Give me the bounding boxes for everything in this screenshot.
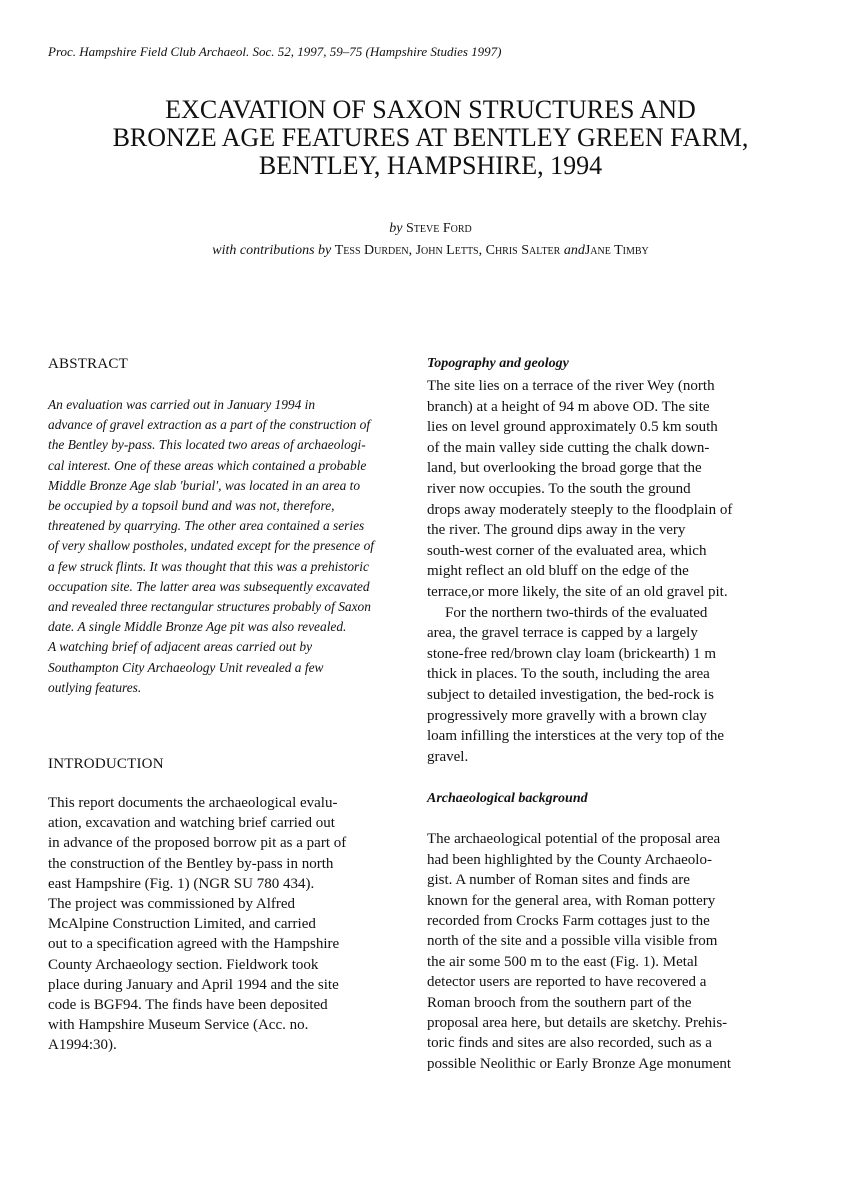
intro-line: place during January and April 1994 and the site (48, 976, 339, 993)
abstract-line: outlying features. (48, 679, 142, 695)
title-line: EXCAVATION OF SAXON STRUCTURES AND (165, 95, 696, 124)
topo-line: stone-free red/brown clay loam (brickearth) 1 m (427, 645, 717, 662)
author-name: Steve Ford (405, 221, 472, 236)
abstract-line: and revealed three rectangular structures probably of Saxon (48, 599, 371, 615)
abstract-line: the Bentley by-pass. This located two areas of archaeologi- (48, 437, 366, 453)
intro-line: The project was commissioned by Alfred (48, 896, 296, 913)
topo-line: area, the gravel terrace is capped by a largely (427, 625, 698, 642)
intro-line: the construction of the Bentley by-pass in north (48, 855, 334, 872)
topo-line: might reflect an old bluff on the edge of the (427, 563, 689, 580)
intro-line: McAlpine Construction Limited, and carried (48, 916, 316, 933)
abstract-line: An evaluation was carried out in January 1994 in (48, 397, 316, 412)
intro-line: County Archaeology section. Fieldwork took (48, 956, 319, 973)
topo-line: subject to detailed investigation, the bed-rock is (427, 686, 715, 703)
arch-line: Roman brooch from the southern part of the (427, 994, 692, 1011)
abstract-line: advance of gravel extraction as a part of the construction of (48, 417, 371, 433)
topo-line: thick in places. To the south, including the area (427, 666, 710, 683)
topo-line: For the northern two-thirds of the evaluated (445, 604, 708, 621)
topo-line: the river. The ground dips away in the very (427, 522, 686, 539)
intro-line: east Hampshire (Fig. 1) (NGR SU 780 434). (48, 875, 315, 892)
arch-line: had been highlighted by the County Archaeolo- (427, 851, 712, 868)
arch-line: gist. A number of Roman sites and finds are (427, 872, 690, 889)
byline (60, 218, 801, 262)
abstract-line: Middle Bronze Age slab 'burial', was located in an area to (48, 477, 361, 493)
intro-line: with Hampshire Museum Service (Acc. no. (48, 1017, 309, 1034)
arch-line: the air some 500 m to the east (Fig. 1). Metal (427, 953, 698, 970)
topography-text (427, 376, 794, 767)
abstract-line: cal interest. One of these areas which contained a probable (48, 457, 367, 473)
contributors-line (60, 240, 801, 262)
topo-line: of the main valley side cutting the chalk down- (427, 439, 710, 456)
article-title (60, 96, 801, 180)
arch-line: The archaeological potential of the proposal area (427, 831, 721, 848)
topo-line: terrace,or more likely, the site of an old gravel pit. (427, 583, 728, 600)
introduction-text (48, 793, 410, 1056)
last-contributor: Jane Timby (584, 243, 649, 258)
journal-citation: Proc. Hampshire Field Club Archaeol. Soc. 52, 1997, 59–75 (Hampshire Studies 1997) (48, 44, 502, 59)
arch-line: toric finds and sites are also recorded, such as a (427, 1035, 712, 1052)
intro-line: code is BGF94. The finds have been deposited (48, 997, 328, 1014)
topo-line: lies on level ground approximately 0.5 km south (427, 419, 718, 436)
abstract-line: date. A single Middle Bronze Age pit was also revealed. (48, 619, 347, 635)
arch-line: possible Neolithic or Early Bronze Age monument (427, 1055, 732, 1072)
arch-line: proposal area here, but details are sketchy. Prehis- (427, 1014, 728, 1031)
abstract-line: Southampton City Archaeology Unit revealed a few (48, 659, 324, 675)
topography-heading: Topography and geology (427, 356, 569, 371)
topo-line: gravel. (427, 748, 469, 765)
author-line (60, 218, 801, 240)
abstract-line: of very shallow postholes, undated except for the presence of (48, 538, 375, 554)
title-line: BENTLEY, HAMPSHIRE, 1994 (258, 151, 603, 180)
and-word: and (563, 243, 585, 258)
arch-line: recorded from Crocks Farm cottages just to the (427, 912, 710, 929)
topo-line: The site lies on a terrace of the river Wey (north (427, 378, 715, 394)
topo-line: river now occupies. To the south the ground (427, 480, 691, 497)
abstract-line: a few struck flints. It was thought that this was a prehistoric (48, 558, 369, 574)
topo-line: south-west corner of the evaluated area, which (427, 542, 707, 559)
abstract-heading: ABSTRACT (48, 356, 128, 372)
intro-line: This report documents the archaeological evalu- (48, 795, 338, 812)
abstract-line: be occupied by a topsoil bund and was not, therefore, (48, 498, 335, 514)
left-column (48, 356, 410, 1056)
abstract-line: A watching brief of adjacent areas carried out by (48, 639, 313, 655)
by-word: by (389, 221, 403, 236)
topo-line: progressively more gravelly with a brown clay (427, 707, 707, 724)
right-column (427, 356, 794, 1074)
abstract-text (48, 395, 410, 698)
arch-line: detector users are reported to have recovered a (427, 974, 707, 991)
intro-line: ation, excavation and watching brief carried out (48, 815, 335, 832)
topo-line: land, but overlooking the broad gorge that the (427, 460, 702, 477)
intro-line: out to a specification agreed with the Hampshire (48, 936, 340, 953)
intro-line: A1994:30). (48, 1037, 117, 1054)
contrib-prefix: with contributions by (212, 243, 332, 258)
contributor-names: Tess Durden, John Letts, Chris Salter (334, 243, 561, 258)
archaeological-background-heading: Archaeological background (427, 791, 588, 807)
archaeological-background-text (427, 829, 794, 1074)
topo-line: drops away moderately steeply to the floodplain of (427, 501, 733, 518)
introduction-heading: INTRODUCTION (48, 756, 164, 773)
intro-line: in advance of the proposed borrow pit as a part of (48, 835, 347, 852)
abstract-line: threatened by quarrying. The other area contained a series (48, 518, 365, 534)
arch-line: north of the site and a possible villa visible from (427, 933, 718, 950)
topo-line: loam infilling the interstices at the very top of the (427, 728, 725, 745)
arch-line: known for the general area, with Roman pottery (427, 892, 716, 909)
title-line: BRONZE AGE FEATURES AT BENTLEY GREEN FARM, (112, 123, 749, 152)
topo-line: branch) at a height of 94 m above OD. The site (427, 398, 710, 415)
abstract-line: occupation site. The latter area was subsequently excavated (48, 578, 370, 594)
